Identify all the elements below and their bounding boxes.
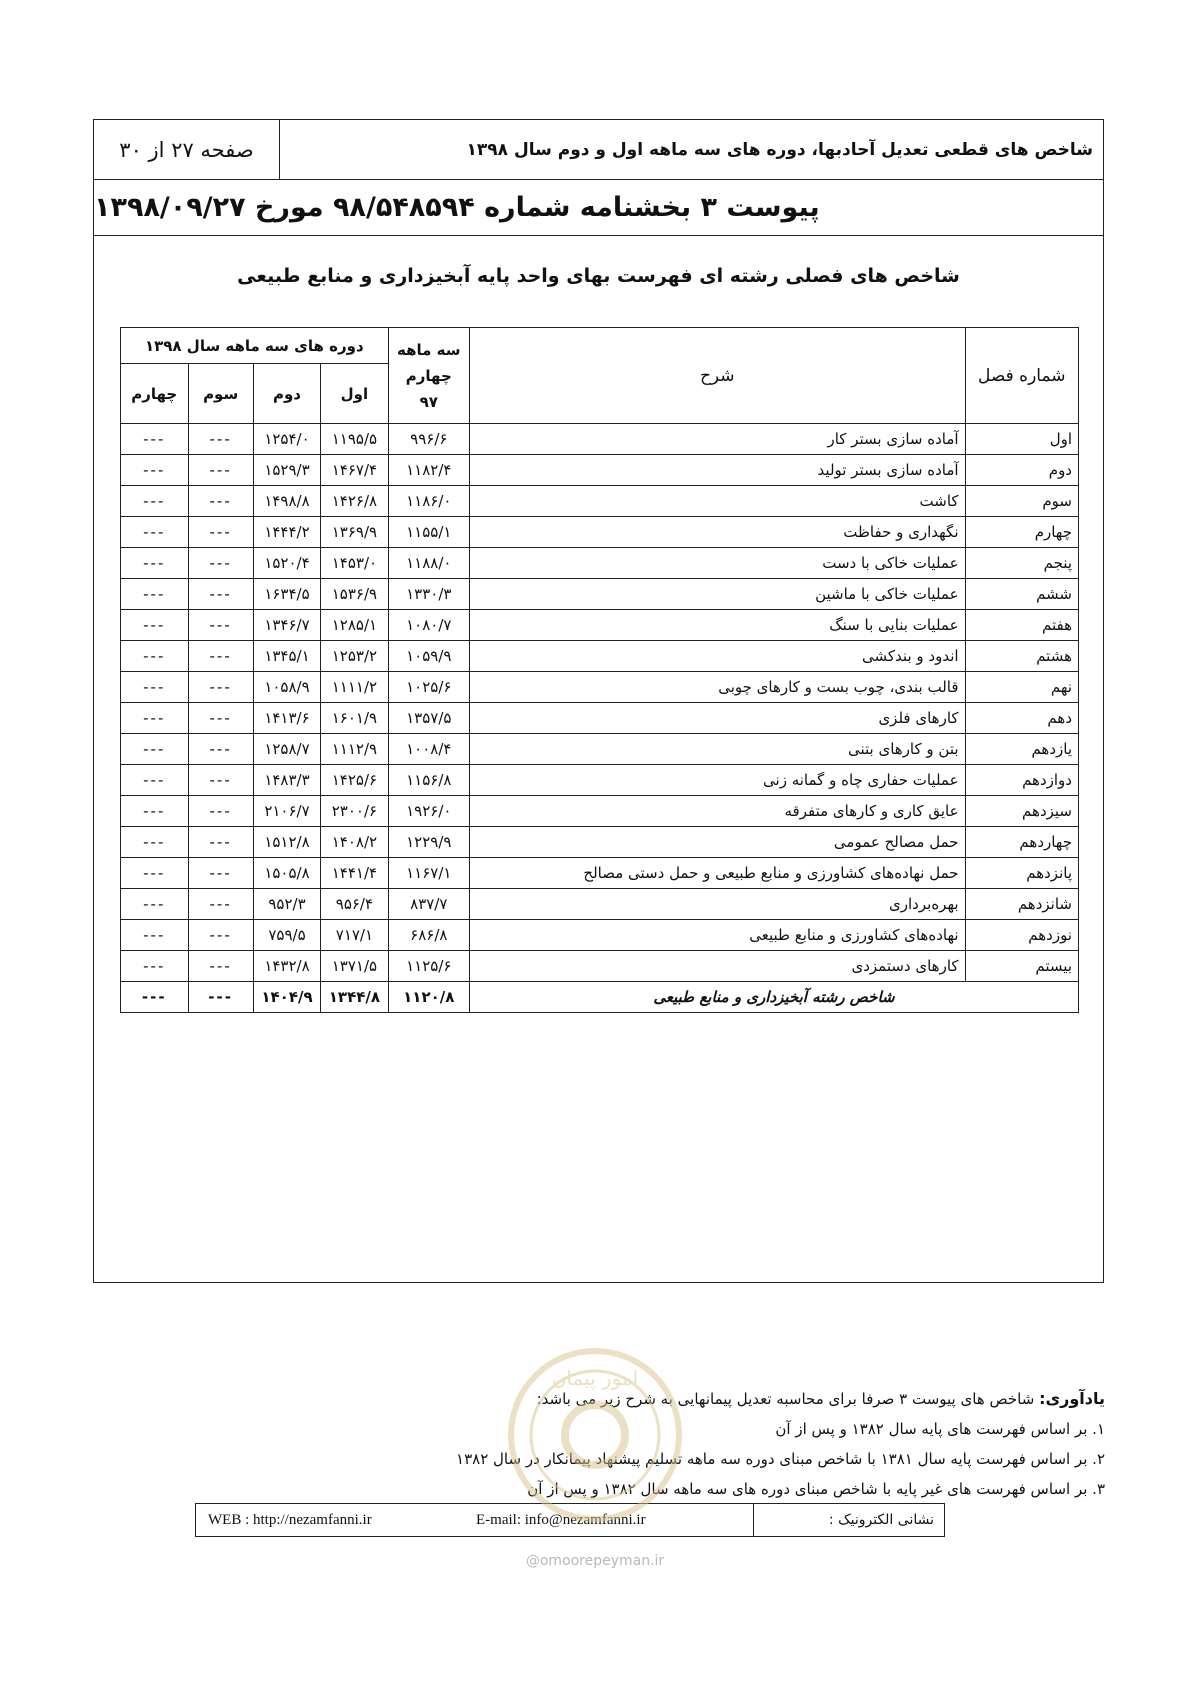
table-row: [121, 455, 1079, 486]
cell-base: ۸۳۷/۷: [388, 889, 469, 920]
cell-fasl: دهم: [965, 703, 1078, 734]
cell-base: ۱۰۸۰/۷: [388, 610, 469, 641]
cell-q3: ---: [188, 765, 253, 796]
cell-q2: ۱۶۳۴/۵: [253, 579, 320, 610]
cell-base: ۱۱۵۵/۱: [388, 517, 469, 548]
cell-q4: ---: [121, 424, 189, 455]
cell-base: ۱۰۵۹/۹: [388, 641, 469, 672]
cell-q3: ---: [188, 579, 253, 610]
cell-base: ۱۹۲۶/۰: [388, 796, 469, 827]
cell-q4: ---: [121, 455, 189, 486]
notes-label: یادآوری:: [1039, 1389, 1105, 1408]
cell-q1: ۱۲۸۵/۱: [321, 610, 388, 641]
index-table: [120, 327, 1079, 1013]
cell-q1: ۱۳۴۴/۸: [321, 982, 388, 1013]
cell-q2: ۱۵۲۹/۳: [253, 455, 320, 486]
cell-q2: ۱۴۹۸/۸: [253, 486, 320, 517]
cell-q2: ۱۴۸۳/۳: [253, 765, 320, 796]
table-row: [121, 889, 1079, 920]
table-row: [121, 796, 1079, 827]
cell-q4: ---: [121, 734, 189, 765]
header-base: سه ماهه چهارم ۹۷: [388, 328, 469, 424]
cell-q3: ---: [188, 548, 253, 579]
document-title: شاخص های قطعی تعدیل آحادبها، دوره های سه ماهه اول و دوم سال ۱۳۹۸: [466, 139, 1093, 160]
table-row: [121, 920, 1079, 951]
cell-q1: ۷۱۷/۱: [321, 920, 388, 951]
cell-base: ۱۳۵۷/۵: [388, 703, 469, 734]
cell-q3: ---: [188, 796, 253, 827]
cell-base: ۶۸۶/۸: [388, 920, 469, 951]
cell-q2: ۲۱۰۶/۷: [253, 796, 320, 827]
cell-desc: نگهداری و حفاظت: [469, 517, 965, 548]
cell-fasl: چهارم: [965, 517, 1078, 548]
cell-fasl: چهاردهم: [965, 827, 1078, 858]
cell-q3: ---: [188, 858, 253, 889]
cell-desc: کارهای دستمزدی: [469, 951, 965, 982]
cell-q2: ۱۳۴۶/۷: [253, 610, 320, 641]
cell-q4: ---: [121, 920, 189, 951]
cell-q2: ۱۴۴۴/۲: [253, 517, 320, 548]
cell-q3: ---: [188, 424, 253, 455]
cell-fasl: ششم: [965, 579, 1078, 610]
note-item: ۱. بر اساس فهرست های پایه سال ۱۳۸۲ و پس از آن: [775, 1420, 1105, 1438]
cell-fasl: هفتم: [965, 610, 1078, 641]
cell-q1: ۱۲۵۳/۲: [321, 641, 388, 672]
cell-q4: ---: [121, 982, 189, 1013]
cell-q2: ۱۴۰۴/۹: [253, 982, 320, 1013]
cell-fasl: شانزدهم: [965, 889, 1078, 920]
cell-q2: ۱۰۵۸/۹: [253, 672, 320, 703]
table-row: [121, 734, 1079, 765]
cell-q4: ---: [121, 858, 189, 889]
note-item: ۲. بر اساس فهرست پایه سال ۱۳۸۱ با شاخص مبنای دوره سه ماهه تسلیم پیشنهاد پیمانکار در سال ۱۳۸۲: [456, 1450, 1105, 1468]
cell-q1: ۱۴۲۵/۶: [321, 765, 388, 796]
cell-base: ۱۱۵۶/۸: [388, 765, 469, 796]
cell-q2: ۱۴۱۳/۶: [253, 703, 320, 734]
cell-q3: ---: [188, 486, 253, 517]
cell-fasl: هشتم: [965, 641, 1078, 672]
cell-fasl: پانزدهم: [965, 858, 1078, 889]
table-body: [121, 424, 1079, 1013]
cell-q4: ---: [121, 548, 189, 579]
table-row: [121, 610, 1079, 641]
cell-q3: ---: [188, 889, 253, 920]
cell-q1: ۱۴۶۷/۴: [321, 455, 388, 486]
section-title: شاخص های فصلی رشته ای فهرست بهای واحد پایه آبخیزداری و منابع طبیعی: [237, 265, 960, 287]
cell-q3: ---: [188, 982, 253, 1013]
title-row: [94, 120, 1103, 180]
table-row: [121, 486, 1079, 517]
cell-q3: ---: [188, 734, 253, 765]
table-row: [121, 579, 1079, 610]
web-link[interactable]: WEB : http://nezamfanni.ir: [208, 1511, 372, 1528]
header-q1: اول: [321, 364, 388, 424]
cell-desc: عملیات حفاری چاه و گمانه زنی: [469, 765, 965, 796]
cell-q2: ۱۲۵۸/۷: [253, 734, 320, 765]
cell-base: ۱۰۰۸/۴: [388, 734, 469, 765]
cell-q2: ۱۳۴۵/۱: [253, 641, 320, 672]
cell-q3: ---: [188, 703, 253, 734]
cell-q1: ۱۳۶۹/۹: [321, 517, 388, 548]
cell-q4: ---: [121, 765, 189, 796]
notes-section: [345, 1384, 1105, 1504]
cell-desc: عملیات بنایی با سنگ: [469, 610, 965, 641]
cell-q1: ۱۴۰۸/۲: [321, 827, 388, 858]
cell-desc: قالب بندی، چوب بست و کارهای چوبی: [469, 672, 965, 703]
email-link[interactable]: E-mail: info@nezamfanni.ir: [476, 1511, 646, 1528]
cell-fasl: اول: [965, 424, 1078, 455]
cell-q1: ۹۵۶/۴: [321, 889, 388, 920]
cell-desc: آماده سازی بستر کار: [469, 424, 965, 455]
cell-q3: ---: [188, 610, 253, 641]
cell-base: ۱۱۲۵/۶: [388, 951, 469, 982]
cell-q4: ---: [121, 951, 189, 982]
cell-desc: حمل مصالح عمومی: [469, 827, 965, 858]
cell-q3: ---: [188, 517, 253, 548]
document-frame: [93, 119, 1104, 1283]
cell-q1: ۱۱۱۱/۲: [321, 672, 388, 703]
cell-q2: ۱۴۳۲/۸: [253, 951, 320, 982]
cell-q2: ۱۵۱۲/۸: [253, 827, 320, 858]
header-q2: دوم: [253, 364, 320, 424]
cell-desc: عملیات خاکی با دست: [469, 548, 965, 579]
cell-q3: ---: [188, 455, 253, 486]
cell-q1: ۱۶۰۱/۹: [321, 703, 388, 734]
cell-q4: ---: [121, 641, 189, 672]
cell-desc: کاشت: [469, 486, 965, 517]
cell-desc: اندود و بندکشی: [469, 641, 965, 672]
table-row: [121, 703, 1079, 734]
seal-watermark-icon: [505, 1345, 685, 1525]
cell-desc: آماده سازی بستر تولید: [469, 455, 965, 486]
cell-q4: ---: [121, 579, 189, 610]
cell-q4: ---: [121, 672, 189, 703]
header-fasl: شماره فصل: [965, 328, 1078, 424]
cell-q4: ---: [121, 796, 189, 827]
notes-intro: [345, 1384, 1105, 1414]
cell-base: ۱۰۲۵/۶: [388, 672, 469, 703]
cell-fasl: نهم: [965, 672, 1078, 703]
cell-q4: ---: [121, 610, 189, 641]
cell-fasl: نوزدهم: [965, 920, 1078, 951]
cell-q2: ۱۵۰۵/۸: [253, 858, 320, 889]
index-table-wrapper: [120, 327, 1079, 1013]
cell-q4: ---: [121, 827, 189, 858]
cell-fasl: بیستم: [965, 951, 1078, 982]
table-row: [121, 827, 1079, 858]
cell-fasl: یازدهم: [965, 734, 1078, 765]
header-q3: سوم: [188, 364, 253, 424]
annex-heading: پیوست ۳ بخشنامه شماره ۹۸/۵۴۸۵۹۴ مورخ ۱۳۹۸/۰۹/۲۷: [94, 180, 1103, 236]
svg-text:امور پیمان: امور پیمان: [551, 1366, 639, 1390]
table-row: [121, 765, 1079, 796]
cell-q1: ۱۱۹۵/۵: [321, 424, 388, 455]
contact-label: نشانی الکترونیک :: [753, 1504, 944, 1536]
cell-fasl: دوم: [965, 455, 1078, 486]
cell-q3: ---: [188, 951, 253, 982]
cell-base: ۱۱۲۰/۸: [388, 982, 469, 1013]
table-row: [121, 672, 1079, 703]
cell-fasl: پنجم: [965, 548, 1078, 579]
cell-q2: ۹۵۲/۳: [253, 889, 320, 920]
page-number: صفحه ۲۷ از ۳۰: [94, 120, 280, 179]
cell-fasl: دوازدهم: [965, 765, 1078, 796]
cell-desc: بتن و کارهای بتنی: [469, 734, 965, 765]
cell-q1: ۱۳۷۱/۵: [321, 951, 388, 982]
cell-q3: ---: [188, 920, 253, 951]
cell-q4: ---: [121, 517, 189, 548]
cell-q1: ۱۵۳۶/۹: [321, 579, 388, 610]
cell-q4: ---: [121, 889, 189, 920]
cell-base: ۱۱۸۸/۰: [388, 548, 469, 579]
cell-fasl: سیزدهم: [965, 796, 1078, 827]
cell-q2: ۷۵۹/۵: [253, 920, 320, 951]
cell-q4: ---: [121, 486, 189, 517]
header-quarters-group: دوره های سه ماهه سال ۱۳۹۸: [121, 328, 389, 364]
table-row: [121, 548, 1079, 579]
site-watermark: @omoorepeyman.ir: [525, 1553, 665, 1569]
cell-q3: ---: [188, 641, 253, 672]
cell-q3: ---: [188, 827, 253, 858]
cell-q1: ۱۴۵۳/۰: [321, 548, 388, 579]
table-row: [121, 951, 1079, 982]
cell-base: ۱۱۸۶/۰: [388, 486, 469, 517]
cell-q2: ۱۲۵۴/۰: [253, 424, 320, 455]
table-row: [121, 641, 1079, 672]
cell-base: ۱۳۳۰/۳: [388, 579, 469, 610]
cell-q4: ---: [121, 703, 189, 734]
cell-desc: عایق کاری و کارهای متفرقه: [469, 796, 965, 827]
note-item: ۳. بر اساس فهرست های غیر پایه با شاخص مبنای دوره های سه ماهه سال ۱۳۸۲ و پس از آن: [527, 1480, 1105, 1498]
cell-q1: ۱۴۴۱/۴: [321, 858, 388, 889]
cell-base: ۱۱۶۷/۱: [388, 858, 469, 889]
cell-desc: حمل نهاده‌های کشاورزی و منابع طبیعی و حمل دستی مصالح: [469, 858, 965, 889]
cell-q2: ۱۵۲۰/۴: [253, 548, 320, 579]
table-row: [121, 858, 1079, 889]
total-row: [121, 982, 1079, 1013]
cell-q1: ۲۳۰۰/۶: [321, 796, 388, 827]
table-row: [121, 517, 1079, 548]
cell-q3: ---: [188, 672, 253, 703]
cell-base: ۹۹۶/۶: [388, 424, 469, 455]
table-row: [121, 424, 1079, 455]
cell-q1: ۱۱۱۲/۹: [321, 734, 388, 765]
cell-q1: ۱۴۲۶/۸: [321, 486, 388, 517]
cell-fasl: سوم: [965, 486, 1078, 517]
header-q4: چهارم: [121, 364, 189, 424]
header-desc: شرح: [469, 328, 965, 424]
notes-intro-text: شاخص های پیوست ۳ صرفا برای محاسبه تعدیل پیمانهایی به شرح زیر می باشد:: [536, 1390, 1035, 1408]
cell-desc: شاخص رشته آبخیزداری و منابع طبیعی: [469, 982, 1078, 1013]
cell-desc: کارهای فلزی: [469, 703, 965, 734]
cell-desc: بهره‌برداری: [469, 889, 965, 920]
cell-desc: عملیات خاکی با ماشین: [469, 579, 965, 610]
cell-base: ۱۱۸۲/۴: [388, 455, 469, 486]
cell-base: ۱۲۲۹/۹: [388, 827, 469, 858]
cell-desc: نهاده‌های کشاورزی و منابع طبیعی: [469, 920, 965, 951]
